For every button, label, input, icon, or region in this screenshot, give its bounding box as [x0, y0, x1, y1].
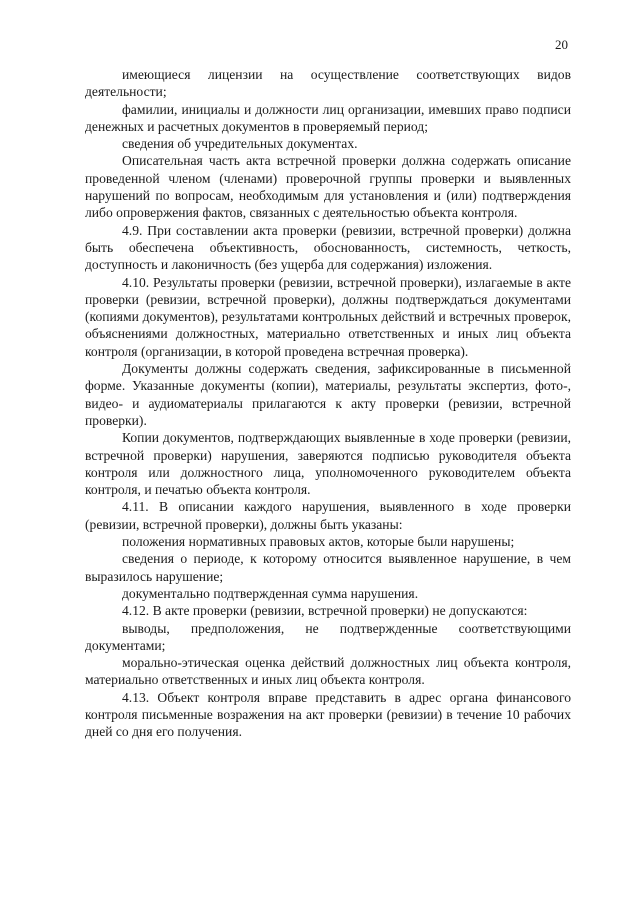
paragraph-16: 4.13. Объект контроля вправе представить в адрес органа финансового контроля письменные возражения на акт проверки (ревизии) в течение 10 рабочих дней со дня его получения. [85, 689, 571, 740]
paragraph-11: сведения о периоде, к которому относится выявленное нарушение, в чем выразилось нарушение; [85, 551, 571, 584]
paragraph-9: 4.11. В описании каждого нарушения, выявленного в ходе проверки (ревизии, встречной проверки), должны быть указаны: [85, 499, 571, 532]
paragraph-13: 4.12. В акте проверки (ревизии, встречной проверки) не допускаются: [122, 603, 528, 619]
document-body [85, 66, 571, 741]
paragraph-5: 4.9. При составлении акта проверки (ревизии, встречной проверки) должна быть обеспечена объективность, обоснованность, системность, четкость, доступность и лаконичность (без ущерба для содержания) изложения. [85, 222, 571, 273]
paragraph-2: фамилии, инициалы и должности лиц организации, имевших право подписи денежных и расчетных документов в проверяемый период; [85, 101, 571, 134]
paragraph-15: морально-этическая оценка действий должностных лиц объекта контроля, материально ответственных и иных лиц объекта контроля. [85, 655, 571, 688]
paragraph-7: Документы должны содержать сведения, зафиксированные в письменной форме. Указанные документы (копии), материалы, результаты экспертиз, фото-, видео- и аудиоматериалы прилагаются к акту проверки (ревизии, встречной проверки). [85, 361, 571, 428]
paragraph-4: Описательная часть акта встречной проверки должна содержать описание проведенной членом (членами) проверочной группы проверки и выявленных нарушений по вопросам, необходимым для установления и (или) подтверждения либо опровержения фактов, связанных с деятельностью объекта контроля. [85, 153, 571, 221]
paragraph-8: Копии документов, подтверждающих выявленные в ходе проверки (ревизии, встречной проверки) нарушения, заверяются подписью руководителя объекта контроля или должностного лица, уполномоченного руководителем объекта контроля, и печатью объекта контроля. [85, 430, 571, 498]
paragraph-10: положения нормативных правовых актов, которые были нарушены; [122, 534, 515, 550]
paragraph-6: 4.10. Результаты проверки (ревизии, встречной проверки), излагаемые в акте проверки (ревизии, встречной проверки), должны подтверждаться документами (копиями документов), результатами контрольных действий и встречных проверок, объяснениями должностных, материально ответственных и иных лиц объекта контроля (организации, в которой проведена встречная проверка). [85, 274, 571, 359]
paragraph-14: выводы, предположения, не подтвержденные соответствующими документами; [85, 620, 571, 653]
paragraph-1: имеющиеся лицензии на осуществление соответствующих видов деятельности; [85, 67, 571, 100]
paragraph-3: сведения об учредительных документах. [122, 136, 358, 152]
page-number: 20 [555, 37, 568, 52]
paragraph-12: документально подтвержденная сумма нарушения. [122, 585, 419, 601]
